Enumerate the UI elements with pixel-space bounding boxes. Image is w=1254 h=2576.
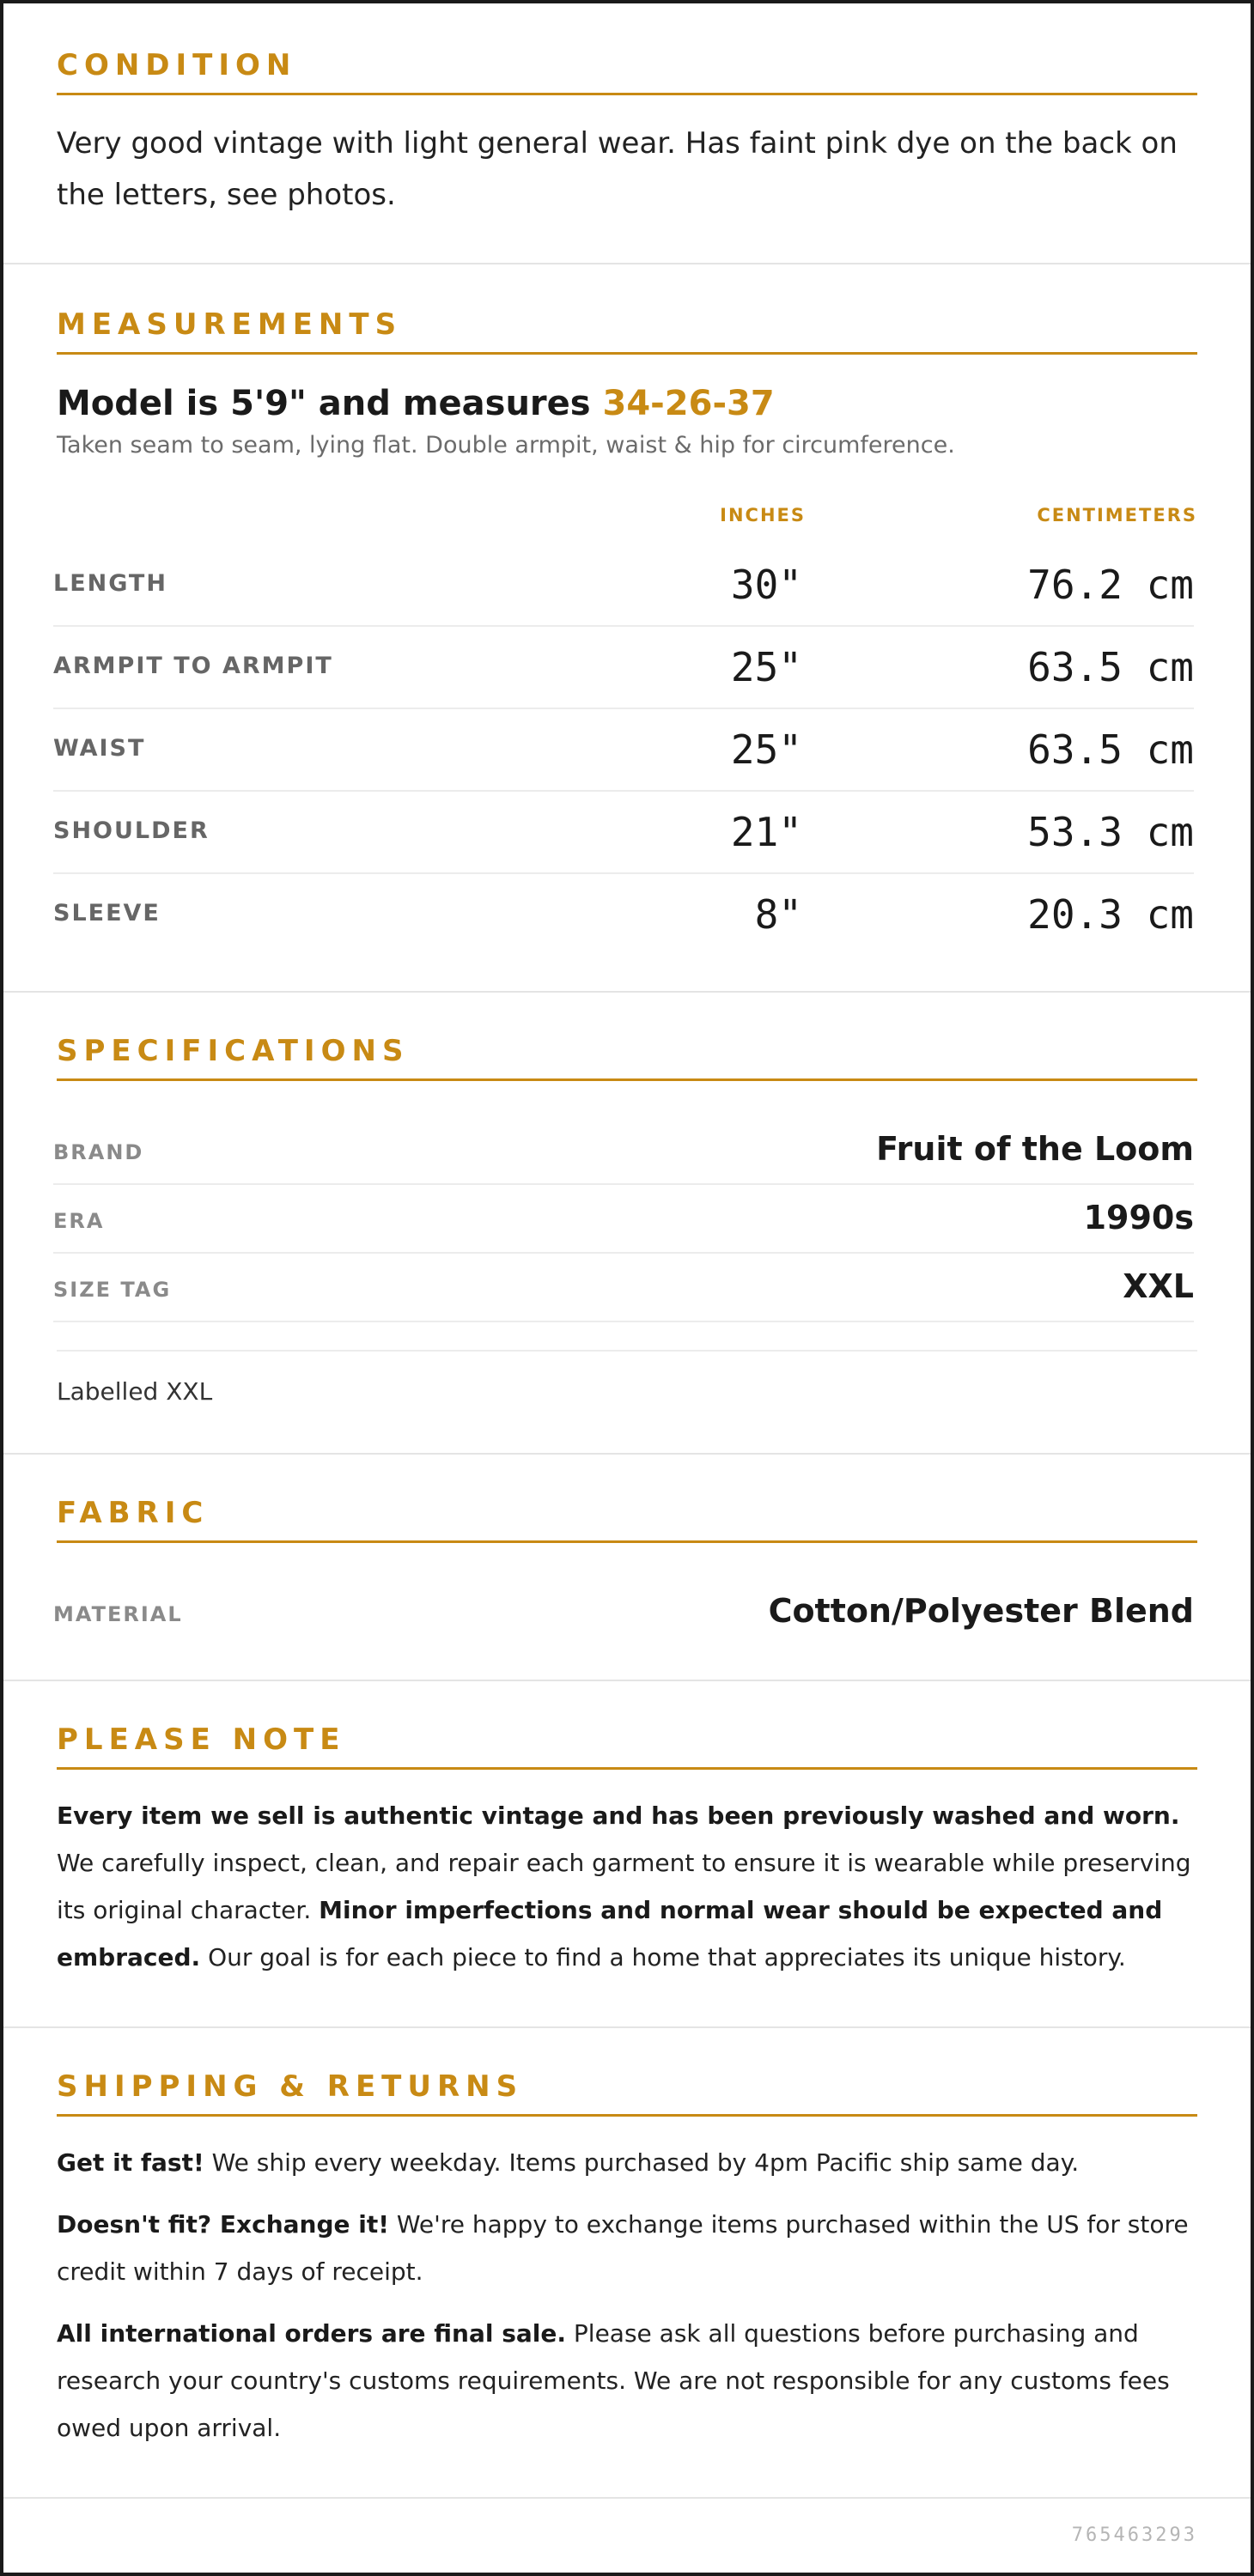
spec-value: 1990s xyxy=(1083,1199,1194,1236)
model-heading xyxy=(57,384,1197,423)
fabric-row-material xyxy=(53,1578,1194,1647)
col-inches-header: INCHES xyxy=(720,505,806,526)
specifications-title: SPECIFICATIONS xyxy=(57,1034,1197,1081)
spec-value: Fruit of the Loom xyxy=(876,1130,1194,1168)
measurement-cm: 63.5 cm xyxy=(1027,726,1194,773)
model-prefix: Model is 5'9" and measures xyxy=(57,384,603,423)
fabric-section xyxy=(3,1455,1251,1681)
spec-label: BRAND xyxy=(53,1140,144,1164)
measurement-row-length xyxy=(53,544,1194,627)
spec-label: MATERIAL xyxy=(53,1602,183,1626)
shipping-para-2 xyxy=(57,2201,1197,2295)
measurements-title: MEASUREMENTS xyxy=(57,307,1197,355)
spec-value: XXL xyxy=(1123,1267,1194,1305)
condition-title: CONDITION xyxy=(57,48,1197,95)
please-note-text-1: We carefully inspect, clean, and repair each garment to ensure it is wearable while preserving its original character. xyxy=(57,1849,1191,1924)
measurement-inches: 8" xyxy=(754,891,802,938)
measurement-inches: 25" xyxy=(730,726,802,773)
spec-row-size-tag xyxy=(53,1254,1194,1322)
please-note-text xyxy=(57,1792,1197,1981)
please-note-bold-2: Minor imperfections and normal wear should be expected and embraced. xyxy=(57,1896,1163,1971)
shipping-section xyxy=(3,2028,1251,2499)
measurement-inches: 30" xyxy=(730,562,802,608)
measurement-label: LENGTH xyxy=(53,570,167,597)
spec-label: ERA xyxy=(53,1209,105,1233)
shipping-text-3: Please ask all questions before purchasing and research your country's customs requirements. We are not responsible for any customs fees owed upon arrival. xyxy=(57,2319,1170,2442)
measurement-cm: 20.3 cm xyxy=(1027,891,1194,938)
shipping-text-2: We're happy to exchange items purchased within the US for store credit within 7 days of receipt. xyxy=(57,2210,1189,2286)
spec-row-brand xyxy=(53,1116,1194,1185)
model-measures: 34-26-37 xyxy=(602,384,775,423)
shipping-para-1 xyxy=(57,2139,1197,2186)
measurement-cm: 63.5 cm xyxy=(1027,644,1194,690)
shipping-title: SHIPPING & RETURNS xyxy=(57,2069,1197,2117)
measurement-cm: 76.2 cm xyxy=(1027,562,1194,608)
col-cm-header: CENTIMETERS xyxy=(1037,505,1197,526)
measurement-label: ARMPIT TO ARMPIT xyxy=(53,653,333,679)
please-note-bold-1: Every item we sell is authentic vintage and has been previously washed and worn. xyxy=(57,1801,1180,1830)
shipping-text-1: We ship every weekday. Items purchased by 4pm Pacific ship same day. xyxy=(204,2148,1080,2177)
measurement-cm: 53.3 cm xyxy=(1027,809,1194,855)
please-note-title: PLEASE NOTE xyxy=(57,1722,1197,1770)
measurements-subtitle: Taken seam to seam, lying flat. Double armpit, waist & hip for circumference. xyxy=(57,432,955,459)
condition-text: Very good vintage with light general wear. Has faint pink dye on the back on the letters, see photos. xyxy=(57,126,1178,212)
size-tag-note: Labelled XXL xyxy=(57,1377,213,1406)
measurement-label: WAIST xyxy=(53,735,146,762)
condition-section xyxy=(3,3,1251,264)
shipping-bold-2: Doesn't fit? Exchange it! xyxy=(57,2210,389,2239)
measurement-row-waist xyxy=(53,709,1194,792)
measurement-inches: 25" xyxy=(730,644,802,690)
shipping-bold-3: All international orders are final sale. xyxy=(57,2319,567,2348)
please-note-section xyxy=(3,1681,1251,2028)
spec-divider xyxy=(57,1350,1197,1352)
spec-row-era xyxy=(53,1185,1194,1254)
measurement-inches: 21" xyxy=(730,809,802,855)
measurement-label: SLEEVE xyxy=(53,900,161,927)
spec-value: Cotton/Polyester Blend xyxy=(768,1592,1194,1630)
shipping-para-3 xyxy=(57,2310,1197,2451)
measurement-row-armpit xyxy=(53,627,1194,709)
footer-id: 765463293 xyxy=(1071,2524,1197,2546)
fabric-title: FABRIC xyxy=(57,1496,1197,1543)
please-note-text-2: Our goal is for each piece to find a home that appreciates its unique history. xyxy=(200,1943,1126,1971)
shipping-bold-1: Get it fast! xyxy=(57,2148,204,2177)
measurement-label: SHOULDER xyxy=(53,817,210,844)
measurement-row-sleeve xyxy=(53,874,1194,957)
measurement-row-shoulder xyxy=(53,792,1194,874)
spec-label: SIZE TAG xyxy=(53,1278,172,1302)
